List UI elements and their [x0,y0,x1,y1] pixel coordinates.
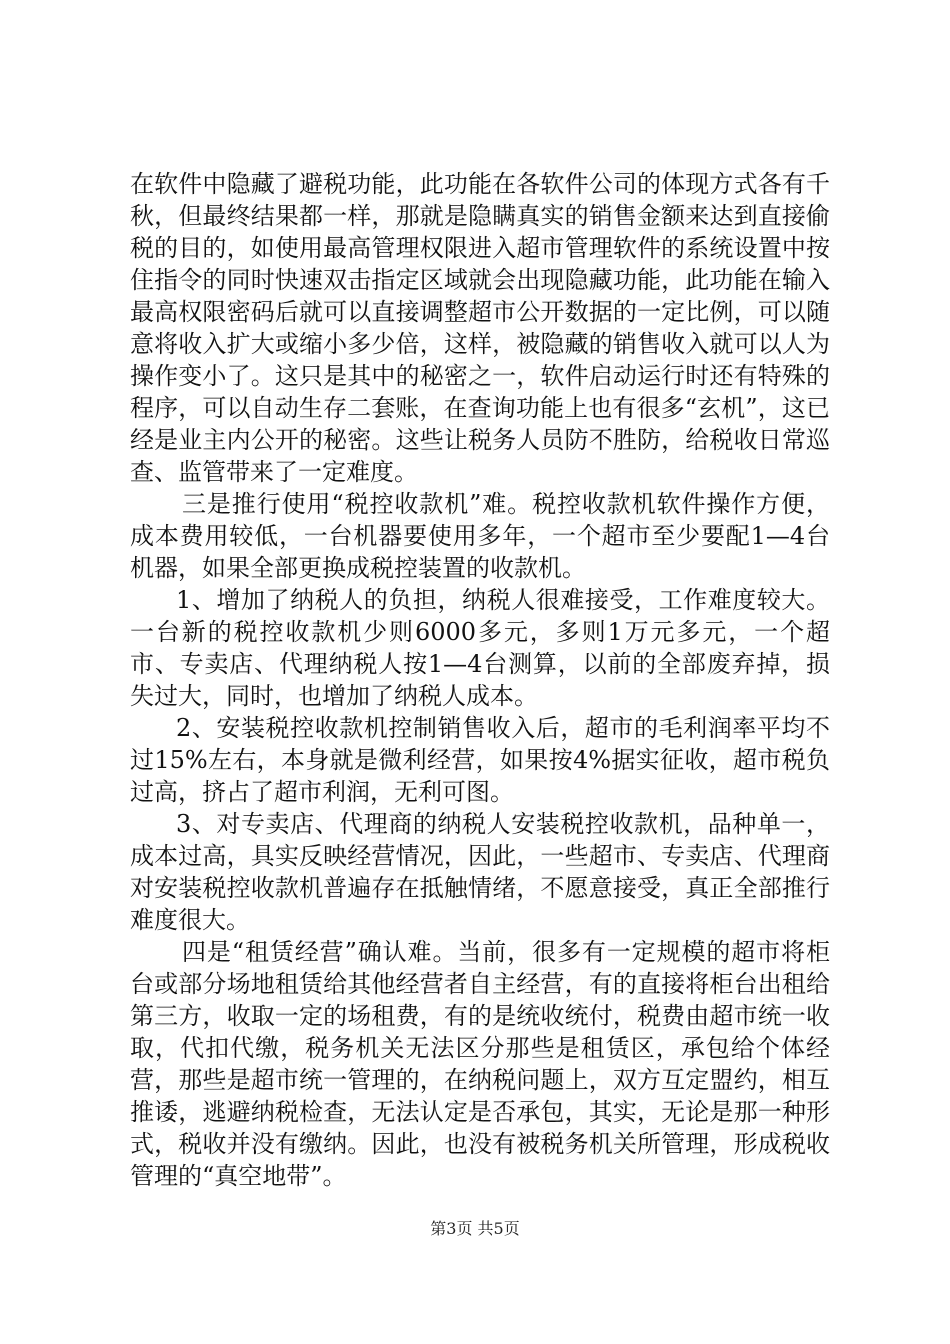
paragraph-4: 2、安装税控收款机控制销售收入后，超市的毛利润率平均不过15%左右，本身就是微利经营，如果按4%据实征收，超市税负过高，挤占了超市利润，无利可图。 [130,714,830,806]
paragraph-5: 3、对专卖店、代理商的纳税人安装税控收款机，品种单一，成本过高，具实反映经营情况，因此，一些超市、专卖店、代理商对安装税控收款机普遍存在抵触情绪，不愿意接受，真正全部推行难度很大。 [130,810,830,934]
paragraph-6: 四是“租赁经营”确认难。当前，很多有一定规模的超市将柜台或部分场地租赁给其他经营者自主经营，有的直接将柜台出租给第三方，收取一定的场租费，有的是统收统付，税费由超市统一收取，代扣代缴，税务机关无法区分那些是租赁区，承包给个体经营，那些是超市统一管理的，在纳税问题上，双方互定盟约，相互推诿，逃避纳税检查，无法认定是否承包，其实，无论是那一种形式，税收并没有缴纳。因此，也没有被税务机关所管理，形成税收管理的“真空地带”。 [130,938,830,1190]
page-footer: 第3页 共5页 [430,1219,520,1238]
document-body [130,168,830,1192]
paragraph-3: 1、增加了纳税人的负担，纳税人很难接受，工作难度较大。一台新的税控收款机少则6000多元，多则1万元多元，一个超市、专卖店、代理纳税人按1—4台测算，以前的全部废弃掉，损失过大，同时，也增加了纳税人成本。 [130,586,830,710]
paragraph-2: 三是推行使用“税控收款机”难。税控收款机软件操作方便，成本费用较低，一台机器要使用多年，一个超市至少要配1—4台机器，如果全部更换成税控装置的收款机。 [130,490,830,582]
paragraph-1: 在软件中隐藏了避税功能，此功能在各软件公司的体现方式各有千秋，但最终结果都一样，那就是隐瞒真实的销售金额来达到直接偷税的目的，如使用最高管理权限进入超市管理软件的系统设置中按住指令的同时快速双击指定区域就会出现隐藏功能，此功能在输入最高权限密码后就可以直接调整超市公开数据的一定比例，可以随意将收入扩大或缩小多少倍，这样，被隐藏的销售收入就可以人为操作变小了。这只是其中的秘密之一，软件启动运行时还有特殊的程序，可以自动生存二套账，在查询功能上也有很多“玄机”，这已经是业主内公开的秘密。这些让税务人员防不胜防，给税收日常巡查、监管带来了一定难度。 [130,170,830,486]
